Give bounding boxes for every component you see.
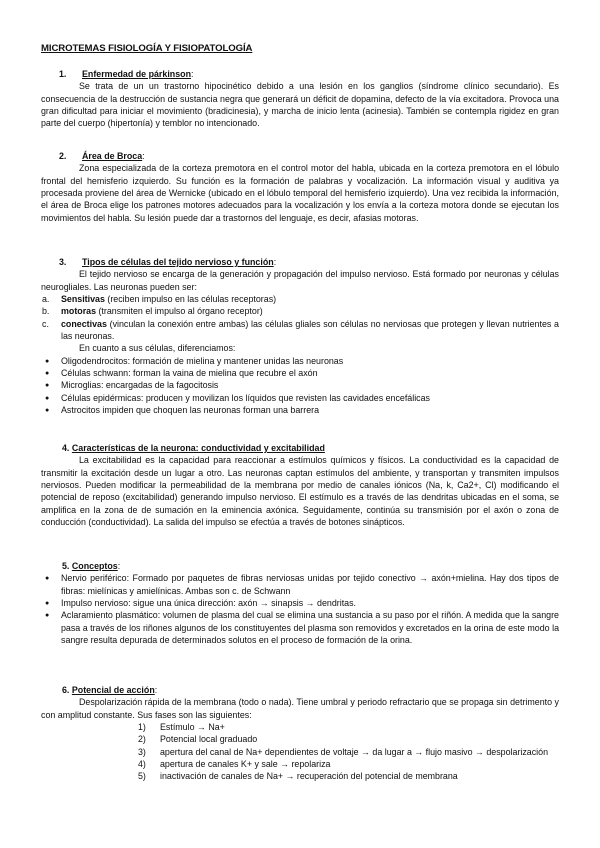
section-paragraph: Despolarización rápida de la membrana (todo o nada). Tiene umbral y periodo refractario que se propaga sin detrimento y con amplitud constante. Sus fases son las siguientes:	[41, 697, 559, 720]
section-heading-text: Características de la neurona: conductividad y excitabilidad	[71, 443, 325, 453]
section-number: 1.	[59, 69, 67, 79]
list-item-motoras: b. motoras (transmiten el impulso al órgano receptor)	[42, 306, 263, 317]
list-item-concept: ● Impulso nervioso: sigue una única dirección: axón → sinapsis → dendritas.	[41, 597, 559, 609]
list-item-phase: 1) Estímulo → Na+	[138, 722, 225, 733]
section-heading: 5. Conceptos:	[62, 561, 121, 571]
section-heading-text: Área de Broca	[82, 151, 143, 161]
list-item-phase: 3) apertura del canal de Na+ dependientes de voltaje → da lugar a → flujo masivo → despolarización	[138, 746, 549, 757]
section-heading: 6. Potencial de acción:	[62, 685, 158, 695]
list-item-conectivas: c. conectivas (vinculan la conexión entre ambas) las células gliales son células no nerviosas que protegen y llevan nutrientes a las neuronas.	[42, 318, 559, 342]
list-item-cell: ● Microglias: encargadas de la fagocitosis	[41, 379, 559, 391]
section-number: 5.	[62, 561, 70, 571]
section-parkinson	[41, 68, 559, 130]
section-conceptos	[41, 560, 559, 646]
bullet-icon: ●	[45, 612, 50, 620]
section-heading-text: Enfermedad de párkinson	[82, 69, 191, 79]
list-item-phase: 2) Potencial local graduado	[138, 734, 258, 745]
list-item-concept: ● Nervio periférico: Formado por paquetes de fibras nerviosas unidas por tejido conectivo → axón+mielina. Hay dos tipos de fibras: mielínicas y amielínicas. Ambas son c. de Schwann	[45, 573, 559, 596]
section-heading: 1. Enfermedad de párkinson:	[41, 68, 559, 80]
section-heading-text: Tipos de células del tejido nervioso y función	[82, 257, 274, 267]
section-number: 4.	[62, 443, 70, 453]
bullet-icon: ●	[45, 370, 50, 378]
bullet-icon: ●	[45, 600, 50, 608]
section-heading-text: Potencial de acción	[71, 685, 155, 695]
list-item-sensitivas: a. Sensitivas (reciben impulso en las células receptoras)	[42, 294, 277, 305]
section-paragraph: Zona especializada de la corteza premotora en el control motor del habla, ubicada en la corteza premotora en el lóbulo frontal del hemisferio izquierdo. Su función es la formación de palabras y vocalización. La información visual y auditiva ya procesada proviene del área de Wernicke (ubicado en el lóbulo temporal del hemisferio izquierdo). Una vez recibida la información, el área de Broca elige los patrones motores adecuados para la vocalización y los envía a la corteza motora donde se ejecutan los movimientos del habla. Su lesión puede dar a trastornos del lenguaje, es decir, afasias motoras.	[41, 163, 559, 223]
section-paragraph: El tejido nervioso se encarga de la generación y propagación del impulso nervioso. Está formado por neuronas y células neurogliales. Las neuronas pueden ser:	[41, 269, 559, 292]
section-tipos-celulas	[41, 256, 559, 416]
list-item-concept: ● Aclaramiento plasmático: volumen de plasma del cual se elimina una sustancia a su paso por el riñón. A medida que la sangre pasa a través de los riñones algunos de los constituyentes del plasma son removidos y excretados en la orina de este modo la sangre resulta depurada de determinados solutos en el proceso de formación de la orina.	[45, 610, 559, 646]
bullet-icon: ●	[45, 382, 50, 390]
list-item-cell: ● Astrocitos impiden que choquen las neuronas forman una barrera	[41, 404, 559, 416]
section-number: 6.	[62, 685, 70, 695]
list-item-cell: ● Células schwann: forman la vaina de mielina que recubre el axón	[41, 367, 559, 379]
cells-intro: En cuanto a sus células, diferenciamos:	[79, 343, 236, 354]
section-heading: 3. Tipos de células del tejido nervioso y función:	[41, 256, 559, 268]
bullet-icon: ●	[45, 394, 50, 402]
section-paragraph: Se trata de un un trastorno hipocinético debido a una lesión en los ganglios (síndrome clínico secundario). Es consecuencia de la destrucción de sustancia negra que generará un déficit de dopamina, defecto de la vía excitadora. Provoca una gran dificultad para iniciar el movimiento (bradicinesia), y marcha de inicio lenta (acinesia). También se contempla rigidez en gran parte del cuerpo (hipertonía) y temblor no intencionado.	[41, 81, 559, 129]
list-item-cell: ● Células epidérmicas: producen y movilizan los líquidos que revisten las cavidades encefálicas	[41, 392, 559, 404]
bullet-icon: ●	[45, 575, 50, 583]
document-title: MICROTEMAS FISIOLOGÍA Y FISIOPATOLOGÍA	[41, 43, 253, 54]
section-number: 3.	[59, 257, 67, 267]
section-paragraph: La excitabilidad es la capacidad para reaccionar a estímulos químicos y físicos. La conductividad es la capacidad de transmitir la excitación desde un lugar a otro. Las neuronas captan estímulos del ambiente, y transportan y transmiten impulsos nerviosos. Pueden modificar la permeabilidad de la membrana por medio de canales iónicos (Na, k, Ca2+, Cl) modificando el potencial de reposo (excitabilidad) generando impulso nervioso. El estímulo es a través de las dendritas ubicadas en el soma, se amplifica en la zona de de sumación en la eminencia axónica. Seguidamente, continúa su transmisión por el axón o zona de conducción (conductividad). La salida del impulso se efectúa a través de botones sinápticos.	[41, 455, 559, 528]
section-heading	[41, 442, 559, 454]
section-heading: 2. Área de Broca:	[41, 150, 559, 162]
bullet-icon: ●	[45, 407, 50, 415]
list-item-phase: 5) inactivación de canales de Na+ → recuperación del potencial de membrana	[138, 771, 458, 782]
list-item-phase: 4) apertura de canales K+ y sale → repolariza	[138, 759, 331, 770]
bullet-icon: ●	[45, 357, 50, 365]
section-broca	[41, 150, 559, 224]
section-heading-text: Conceptos	[71, 561, 118, 571]
list-item-cell: ● Oligodendrocitos: formación de mielina y mantener unidas las neuronas	[41, 355, 559, 367]
section-caracteristicas-neurona	[41, 442, 559, 528]
section-potencial-accion	[41, 684, 559, 783]
section-number: 2.	[59, 151, 67, 161]
